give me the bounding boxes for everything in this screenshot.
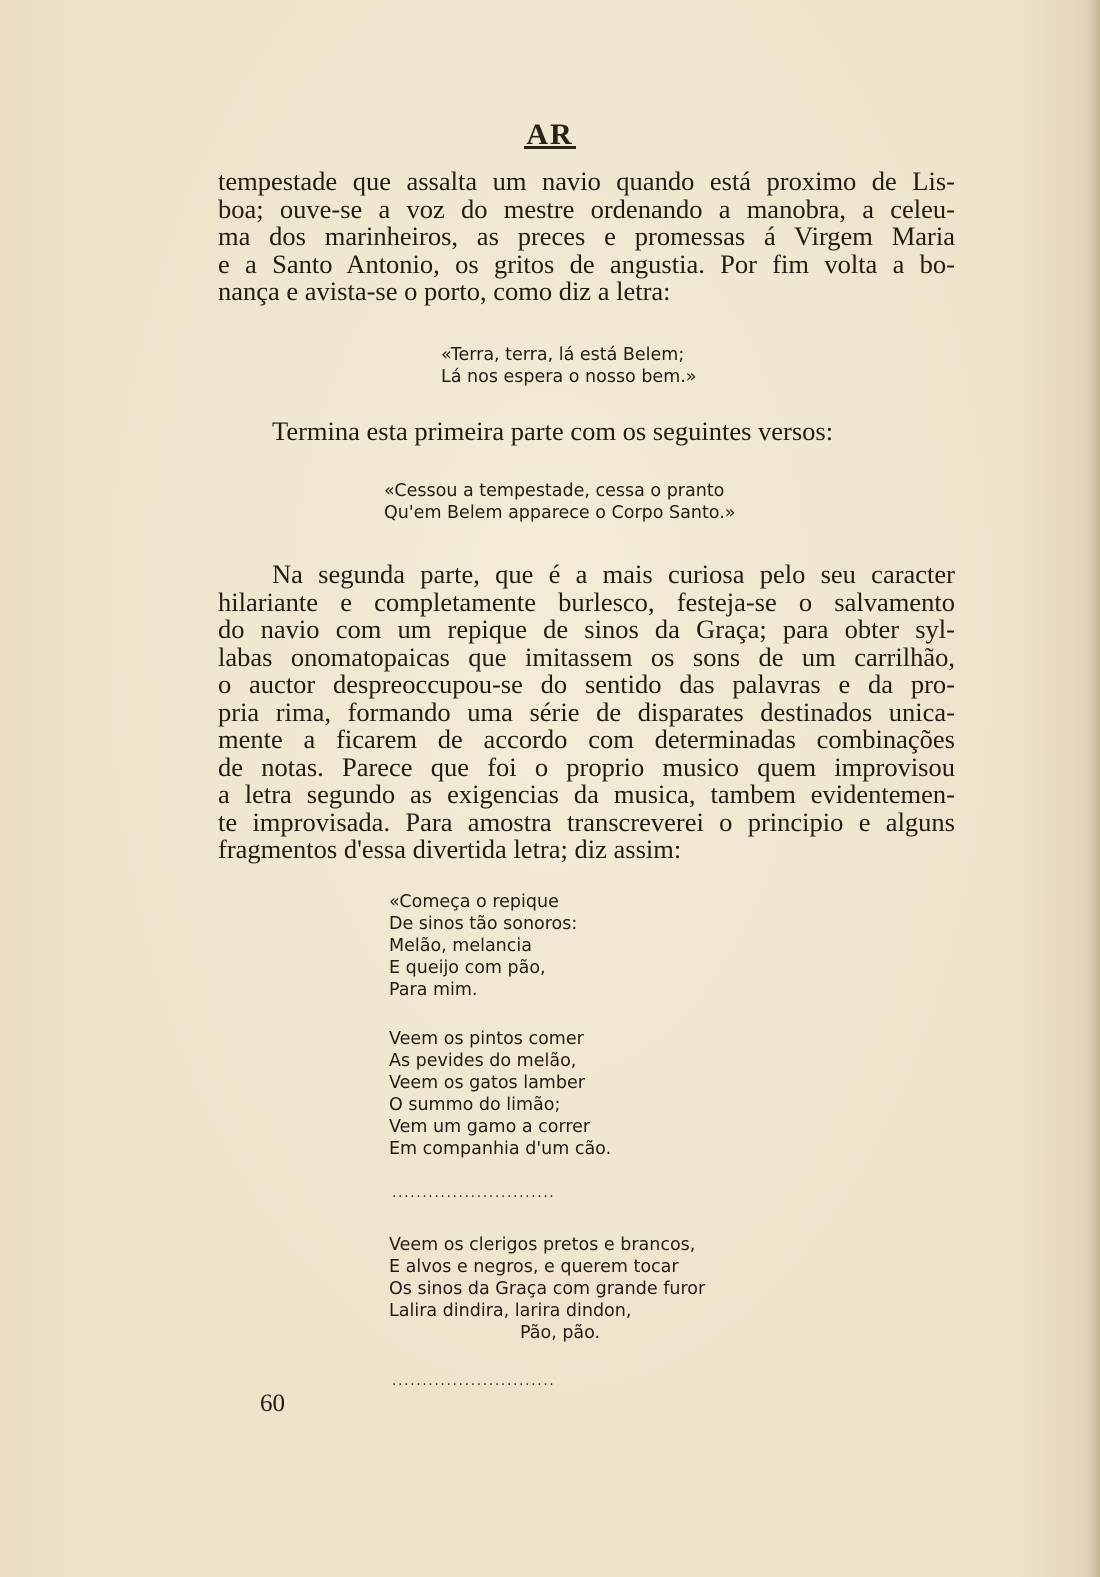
verse-line: Veem os gatos lamber xyxy=(389,1073,585,1093)
page-edge xyxy=(1086,0,1100,1577)
text-line: do navio com um repique de sinos da Graça; para obter syl- xyxy=(218,614,955,644)
verse-line: De sinos tão sonoros: xyxy=(389,914,578,934)
verse-line: Veem os clerigos pretos e brancos, xyxy=(389,1235,696,1255)
verse-line: «Cessou a tempestade, cessa o pranto xyxy=(384,481,725,501)
ellipsis-divider: ........................... xyxy=(392,1185,556,1201)
paragraph-2 xyxy=(272,418,912,446)
text-line: hilariante e completamente burlesco, festeja-se o salvamento xyxy=(218,586,955,617)
text-line: a letra segundo as exigencias da musica, tambem evidentemen- xyxy=(218,779,955,809)
verse-line: Melão, melancia xyxy=(389,936,532,956)
verse-3 xyxy=(389,891,577,1001)
text-line: e a Santo Antonio, os gritos de angustia. Por fim volta a bo- xyxy=(218,248,955,279)
text-line: Termina esta primeira parte com os seguintes versos: xyxy=(272,416,834,446)
verse-line: Em companhia d'um cão. xyxy=(389,1139,612,1159)
verse-1 xyxy=(441,344,697,388)
verse-line: Veem os pintos comer xyxy=(389,1029,584,1049)
text-line: mente a ficarem de accordo com determinadas combinações xyxy=(218,724,955,754)
text-line: nança e avista-se o porto, como diz a letra: xyxy=(218,276,671,306)
text-line: Na segunda parte, que é a mais curiosa pelo seu caracter xyxy=(272,559,955,589)
verse-line: Lalira dindira, larira dindon, xyxy=(389,1301,632,1321)
text-line: de notas. Parece que foi o proprio musico quem improvisou xyxy=(218,751,955,782)
verse-line: Para mim. xyxy=(389,980,478,1000)
page-number: 60 xyxy=(260,1390,285,1417)
text-line: ma dos marinheiros, as preces e promessas á Virgem Maria xyxy=(218,221,955,251)
text-line: o auctor despreoccupou-se do sentido das palavras e da pro- xyxy=(218,669,955,699)
verse-line: «Terra, terra, lá está Belem; xyxy=(441,345,685,365)
verse-line: Qu'em Belem apparece o Corpo Santo.» xyxy=(384,503,736,523)
text-line: te improvisada. Para amostra transcreverei o principio e alguns xyxy=(218,806,955,837)
verse-5 xyxy=(389,1234,705,1344)
text-line: boa; ouve-se a voz do mestre ordenando a manobra, a celeu- xyxy=(218,193,955,224)
verse-final-line: Pão, pão. xyxy=(520,1323,601,1343)
verse-line: «Começa o repique xyxy=(389,892,559,912)
verse-line: E queijo com pão, xyxy=(389,958,546,978)
ellipsis-divider: ........................... xyxy=(392,1373,556,1389)
text-line: pria rima, formando uma série de disparates destinados unica- xyxy=(218,696,955,727)
verse-2 xyxy=(384,480,735,524)
verse-4 xyxy=(389,1028,611,1160)
header-title: AR xyxy=(526,118,574,151)
verse-line: Lá nos espera o nosso bem.» xyxy=(441,367,697,387)
verse-line: As pevides do melão, xyxy=(389,1051,577,1071)
verse-line: O summo do limão; xyxy=(389,1095,561,1115)
paragraph-3 xyxy=(218,561,955,864)
text-line: fragmentos d'essa divertida letra; diz assim: xyxy=(218,834,682,864)
verse-line: Vem um gamo a correr xyxy=(389,1117,591,1137)
text-line: labas onomatopaicas que imitassem os sons de um carrilhão, xyxy=(218,641,955,672)
running-header xyxy=(0,118,1100,152)
verse-line: E alvos e negros, e querem tocar xyxy=(389,1257,679,1277)
text-line: tempestade que assalta um navio quando está proximo de Lis- xyxy=(218,166,955,196)
paragraph-1 xyxy=(218,168,955,306)
verse-line: Os sinos da Graça com grande furor xyxy=(389,1279,706,1299)
